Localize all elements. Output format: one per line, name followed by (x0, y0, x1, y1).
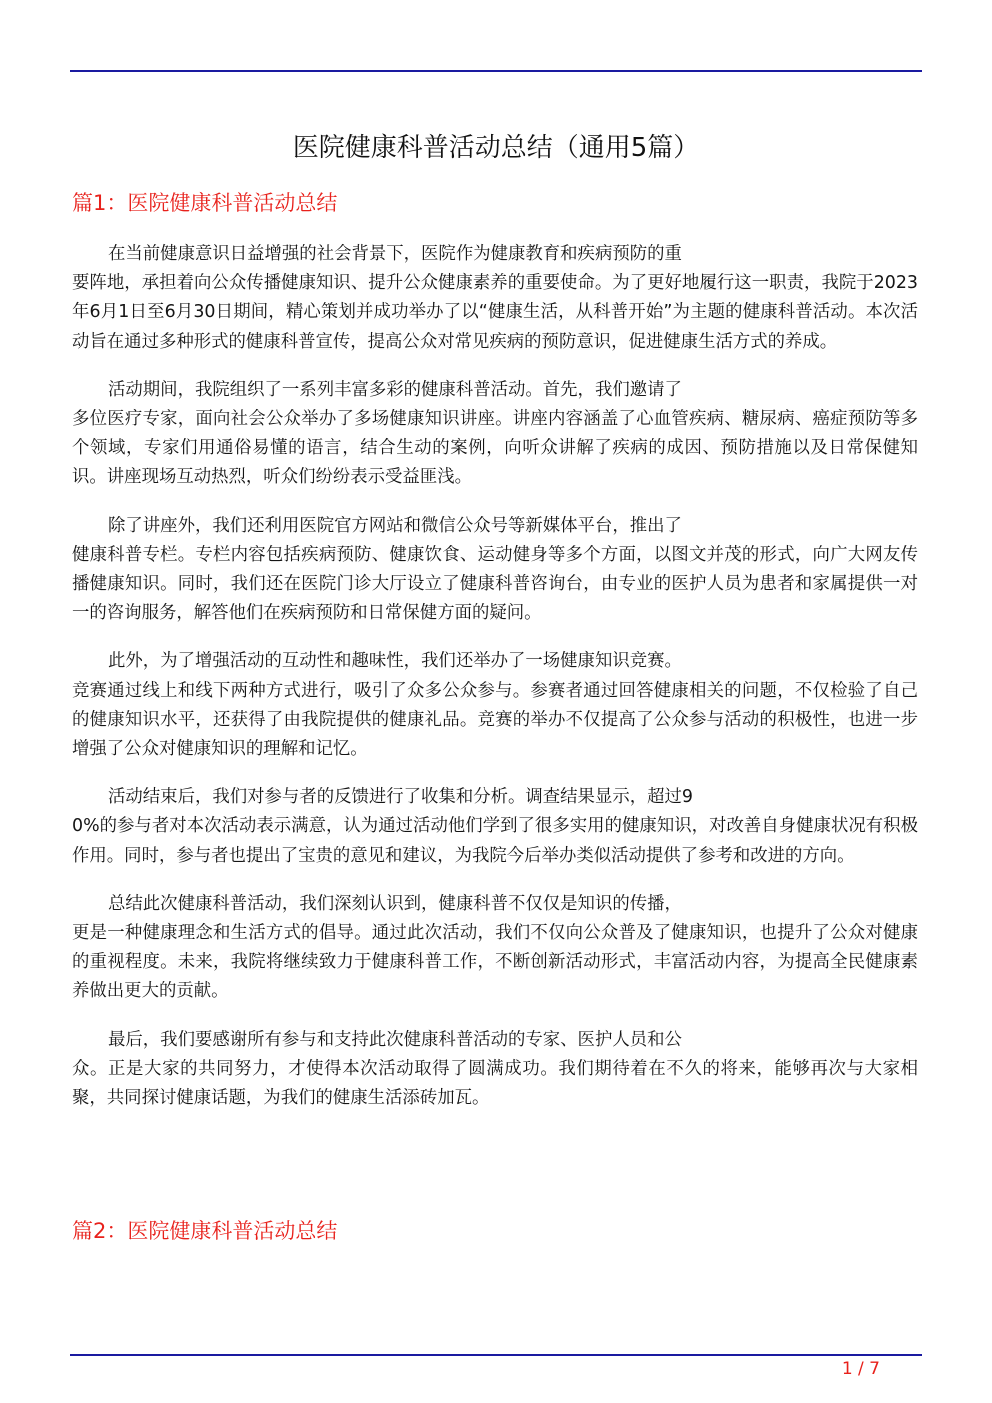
header-rule (70, 70, 922, 72)
paragraph-5-lead: 活动结束后，我们对参与者的反馈进行了收集和分析。调查结果显示，超过9 (108, 787, 693, 808)
paragraph-7 (72, 1026, 918, 1114)
paragraph-4-rest: 竞赛通过线上和线下两种方式进行，吸引了众多公众参与。参赛者通过回答健康相关的问题，不仅检验了自己的健康知识水平，还获得了由我院提供的健康礼品。竞赛的举办不仅提高了公众参与活动的积极性，也进一步增强了公众对健康知识的理解和记忆。 (72, 680, 918, 760)
paragraph-5-rest: 0%的参与者对本次活动表示满意，认为通过活动他们学到了很多实用的健康知识，对改善自身健康状况有积极作用。同时，参与者也提出了宝贵的意见和建议，为我院今后举办类似活动提供了参考和改进的方向。 (72, 816, 918, 866)
paragraph-3-lead: 除了讲座外，我们还利用医院官方网站和微信公众号等新媒体平台，推出了 (108, 515, 682, 536)
section-2-heading: 篇2：医院健康科普活动总结 (72, 1219, 338, 1243)
paragraph-6-rest: 更是一种健康理念和生活方式的倡导。通过此次活动，我们不仅向公众普及了健康知识，也提升了公众对健康的重视程度。未来，我院将继续致力于健康科普工作，不断创新活动形式，丰富活动内容，为提高全民健康素养做出更大的贡献。 (72, 923, 918, 1002)
paragraph-7-lead: 最后，我们要感谢所有参与和支持此次健康科普活动的专家、医护人员和公 (108, 1029, 682, 1050)
paragraph-1-rest: 要阵地，承担着向公众传播健康知识、提升公众健康素养的重要使命。为了更好地履行这一职责，我院于2023年6月1日至6月30日期间，精心策划并成功举办了以“健康生活，从科普开始”为主题的健康科普活动。本次活动旨在通过多种形式的健康科普宣传，提高公众对常见疾病的预防意识，促进健康生活方式的养成。 (72, 273, 918, 352)
document-title: 医院健康科普活动总结（通用5篇） (292, 133, 700, 163)
section-1-heading: 篇1：医院健康科普活动总结 (72, 191, 338, 215)
paragraph-6 (72, 890, 918, 1007)
footer-rule (70, 1354, 922, 1356)
paragraph-4 (72, 647, 918, 764)
paragraph-1 (72, 240, 918, 357)
section-1-body (72, 240, 918, 1132)
paragraph-5 (72, 783, 918, 871)
paragraph-3 (72, 512, 918, 629)
paragraph-3-rest: 健康科普专栏。专栏内容包括疾病预防、健康饮食、运动健身等多个方面，以图文并茂的形式，向广大网友传播健康知识。同时，我们还在医院门诊大厅设立了健康科普咨询台，由专业的医护人员为患者和家属提供一对一的咨询服务，解答他们在疾病预防和日常保健方面的疑问。 (72, 544, 918, 624)
paragraph-2-rest: 多位医疗专家，面向社会公众举办了多场健康知识讲座。讲座内容涵盖了心血管疾病、糖尿病、癌症预防等多个领域，专家们用通俗易懂的语言，结合生动的案例，向听众讲解了疾病的成因、预防措施以及日常保健知识。讲座现场互动热烈，听众们纷纷表示受益匪浅。 (72, 409, 918, 488)
paragraph-4-lead: 此外，为了增强活动的互动性和趣味性，我们还举办了一场健康知识竞赛。 (108, 651, 682, 672)
page-number: 1 / 7 (841, 1359, 880, 1379)
paragraph-2-lead: 活动期间，我院组织了一系列丰富多彩的健康科普活动。首先，我们邀请了 (108, 379, 682, 400)
paragraph-7-rest: 众。正是大家的共同努力，才使得本次活动取得了圆满成功。我们期待着在不久的将来，能够再次与大家相聚，共同探讨健康话题，为我们的健康生活添砖加瓦。 (72, 1058, 918, 1109)
paragraph-6-lead: 总结此次健康科普活动，我们深刻认识到，健康科普不仅仅是知识的传播， (108, 893, 682, 914)
paragraph-2 (72, 376, 918, 493)
paragraph-1-lead: 在当前健康意识日益增强的社会背景下，医院作为健康教育和疾病预防的重 (108, 244, 682, 264)
